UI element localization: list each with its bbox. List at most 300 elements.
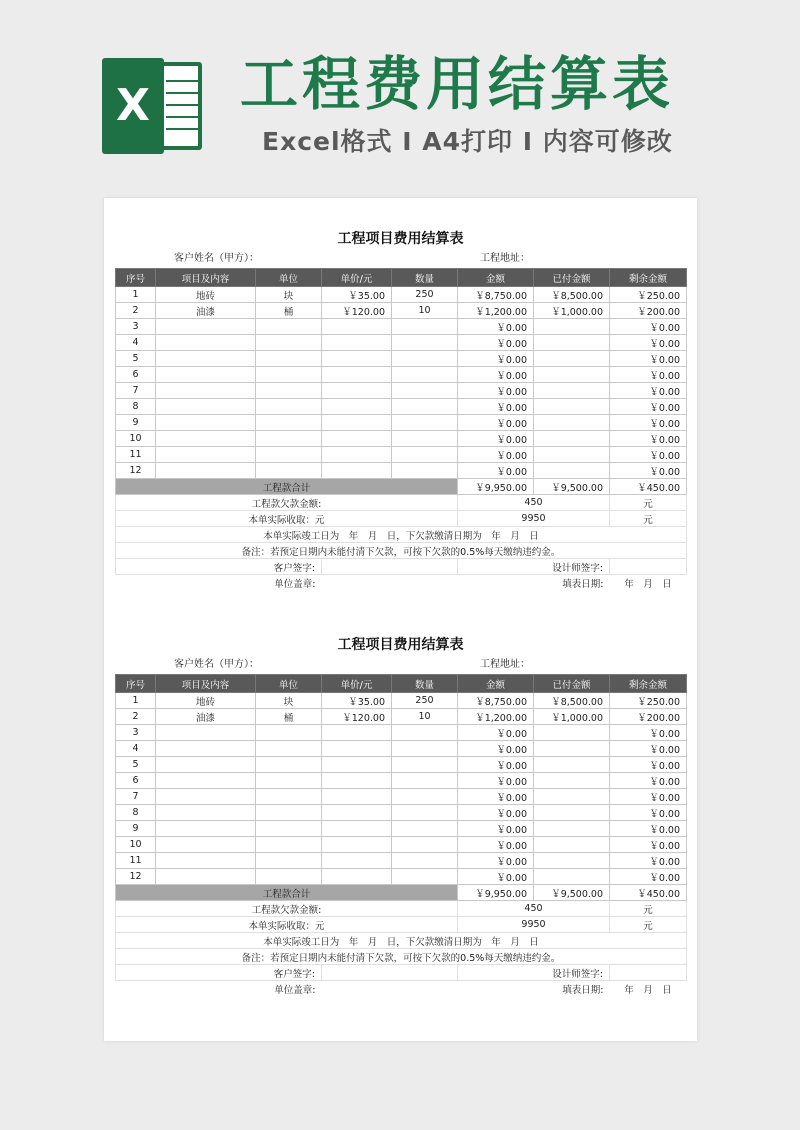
received-unit: 元 [610, 917, 687, 933]
received-row [116, 511, 687, 527]
fill-date-label: 填表日期: [562, 578, 604, 590]
table-row [116, 805, 687, 821]
cell-unit[interactable] [256, 351, 322, 367]
cell-price[interactable]: ￥120.00 [322, 303, 392, 319]
cell-qty[interactable] [392, 725, 458, 741]
cell-unit[interactable] [256, 335, 322, 351]
cell-qty[interactable] [392, 351, 458, 367]
received-value[interactable]: 9950 [458, 511, 610, 527]
cell-remain[interactable]: ￥0.00 [610, 415, 687, 431]
total-row [116, 479, 687, 495]
column-header: 单价/元 [322, 675, 392, 693]
cell-item[interactable] [156, 741, 256, 757]
cell-item[interactable]: 地砖 [156, 287, 256, 303]
cell-qty[interactable] [392, 383, 458, 399]
table-row [116, 351, 687, 367]
cell-no[interactable]: 11 [116, 853, 156, 869]
cell-paid[interactable] [534, 383, 610, 399]
completion-row [116, 933, 687, 949]
completion-text[interactable]: 本单实际竣工日为 年 月 日，下欠款缴清日期为 年 月 日 [116, 527, 687, 543]
cell-item[interactable] [156, 463, 256, 479]
cell-paid[interactable] [534, 837, 610, 853]
cell-remain[interactable]: ￥0.00 [610, 853, 687, 869]
cell-remain[interactable]: ￥250.00 [610, 693, 687, 709]
cell-price[interactable] [322, 805, 392, 821]
cell-no[interactable]: 4 [116, 335, 156, 351]
cell-amount[interactable]: ￥0.00 [458, 869, 534, 885]
table-row [116, 319, 687, 335]
table-row [116, 447, 687, 463]
table-row [116, 773, 687, 789]
cell-amount[interactable]: ￥0.00 [458, 319, 534, 335]
cell-amount[interactable]: ￥0.00 [458, 773, 534, 789]
cell-qty[interactable]: 250 [392, 693, 458, 709]
column-header: 剩余金额 [610, 675, 687, 693]
table-row [116, 415, 687, 431]
cell-paid[interactable] [534, 319, 610, 335]
cell-no[interactable]: 10 [116, 837, 156, 853]
cell-paid[interactable] [534, 821, 610, 837]
signature-row [116, 965, 687, 981]
cell-price[interactable] [322, 383, 392, 399]
cell-price[interactable] [322, 853, 392, 869]
cell-no[interactable]: 6 [116, 773, 156, 789]
received-unit: 元 [610, 511, 687, 527]
cell-unit[interactable] [256, 319, 322, 335]
total-paid[interactable]: ￥9,500.00 [534, 479, 610, 495]
cell-item[interactable] [156, 853, 256, 869]
cell-item[interactable]: 油漆 [156, 303, 256, 319]
cell-unit[interactable] [256, 805, 322, 821]
cell-unit[interactable] [256, 837, 322, 853]
cell-amount[interactable]: ￥0.00 [458, 383, 534, 399]
cell-unit[interactable]: 桶 [256, 709, 322, 725]
column-header: 序号 [116, 675, 156, 693]
cell-unit[interactable] [256, 757, 322, 773]
column-header: 单价/元 [322, 269, 392, 287]
cell-price[interactable]: ￥35.00 [322, 693, 392, 709]
cell-amount[interactable]: ￥0.00 [458, 415, 534, 431]
cell-no[interactable]: 3 [116, 725, 156, 741]
arrears-label: 工程款欠款金额: [116, 495, 458, 511]
cell-price[interactable] [322, 821, 392, 837]
cell-no[interactable]: 2 [116, 709, 156, 725]
cell-item[interactable]: 油漆 [156, 709, 256, 725]
cell-amount[interactable]: ￥1,200.00 [458, 303, 534, 319]
cell-no[interactable]: 5 [116, 351, 156, 367]
cell-item[interactable] [156, 415, 256, 431]
cell-qty[interactable]: 10 [392, 303, 458, 319]
received-value[interactable]: 9950 [458, 917, 610, 933]
cell-unit[interactable] [256, 399, 322, 415]
cell-qty[interactable] [392, 447, 458, 463]
cell-qty[interactable] [392, 319, 458, 335]
received-label: 本单实际收取：元 [116, 511, 458, 527]
column-header: 金额 [458, 675, 534, 693]
cell-price[interactable]: ￥120.00 [322, 709, 392, 725]
cell-remain[interactable]: ￥0.00 [610, 383, 687, 399]
cell-paid[interactable] [534, 367, 610, 383]
cell-item[interactable] [156, 367, 256, 383]
cell-amount[interactable]: ￥0.00 [458, 853, 534, 869]
unit-seal-label: 单位盖章: [274, 984, 316, 996]
cell-item[interactable] [156, 773, 256, 789]
cell-remain[interactable]: ￥0.00 [610, 837, 687, 853]
cell-unit[interactable] [256, 367, 322, 383]
cell-price[interactable] [322, 725, 392, 741]
cell-remain[interactable]: ￥0.00 [610, 463, 687, 479]
cell-price[interactable] [322, 463, 392, 479]
total-paid[interactable]: ￥9,500.00 [534, 885, 610, 901]
cell-item[interactable] [156, 319, 256, 335]
cell-item[interactable] [156, 757, 256, 773]
cell-price[interactable] [322, 789, 392, 805]
cell-paid[interactable]: ￥1,000.00 [534, 303, 610, 319]
cell-amount[interactable]: ￥0.00 [458, 757, 534, 773]
designer-sign-field[interactable] [610, 559, 687, 575]
client-sign-label: 客户签字: [116, 965, 322, 981]
cell-no[interactable]: 9 [116, 415, 156, 431]
cell-paid[interactable]: ￥8,500.00 [534, 287, 610, 303]
cell-remain[interactable]: ￥0.00 [610, 351, 687, 367]
cell-unit[interactable] [256, 415, 322, 431]
table-row [116, 789, 687, 805]
cell-amount[interactable]: ￥0.00 [458, 789, 534, 805]
cell-unit[interactable] [256, 853, 322, 869]
designer-sign-label: 设计师签字: [458, 559, 610, 575]
cell-remain[interactable]: ￥0.00 [610, 431, 687, 447]
cell-item[interactable] [156, 789, 256, 805]
cell-paid[interactable] [534, 463, 610, 479]
cell-qty[interactable]: 250 [392, 287, 458, 303]
cell-amount[interactable]: ￥8,750.00 [458, 287, 534, 303]
cell-qty[interactable] [392, 805, 458, 821]
cell-remain[interactable]: ￥0.00 [610, 789, 687, 805]
cell-no[interactable]: 2 [116, 303, 156, 319]
cell-amount[interactable]: ￥0.00 [458, 741, 534, 757]
cell-remain[interactable]: ￥0.00 [610, 757, 687, 773]
cell-qty[interactable] [392, 789, 458, 805]
cell-remain[interactable]: ￥250.00 [610, 287, 687, 303]
client-sign-label: 客户签字: [116, 559, 322, 575]
cell-qty[interactable] [392, 399, 458, 415]
client-info-row [104, 656, 697, 674]
cell-no[interactable]: 11 [116, 447, 156, 463]
cell-price[interactable] [322, 351, 392, 367]
cell-amount[interactable]: ￥0.00 [458, 351, 534, 367]
cell-price[interactable] [322, 741, 392, 757]
cell-qty[interactable] [392, 741, 458, 757]
column-header: 序号 [116, 269, 156, 287]
total-label: 工程款合计 [116, 479, 458, 495]
cell-price[interactable] [322, 447, 392, 463]
column-header: 单位 [256, 269, 322, 287]
total-amount[interactable]: ￥9,950.00 [458, 479, 534, 495]
cell-amount[interactable]: ￥0.00 [458, 463, 534, 479]
cell-item[interactable] [156, 725, 256, 741]
cell-no[interactable]: 8 [116, 805, 156, 821]
fill-date-label: 填表日期: [562, 984, 604, 996]
project-address-label: 工程地址： [480, 253, 530, 264]
cell-paid[interactable] [534, 789, 610, 805]
cell-no[interactable]: 1 [116, 287, 156, 303]
cell-qty[interactable] [392, 367, 458, 383]
total-amount[interactable]: ￥9,950.00 [458, 885, 534, 901]
banner-title: 工程费用结算表 [240, 50, 675, 118]
cell-unit[interactable] [256, 773, 322, 789]
cell-paid[interactable] [534, 431, 610, 447]
table-row [116, 367, 687, 383]
cell-unit[interactable]: 块 [256, 693, 322, 709]
column-header: 项目及内容 [156, 675, 256, 693]
table-row [116, 383, 687, 399]
banner-subtitle: Excel格式 Ⅰ A4打印 Ⅰ 内容可修改 [262, 127, 673, 156]
cell-remain[interactable]: ￥0.00 [610, 367, 687, 383]
received-label: 本单实际收取：元 [116, 917, 458, 933]
table-row [116, 725, 687, 741]
cell-qty[interactable] [392, 837, 458, 853]
fill-date-value[interactable]: 年 月 日 [624, 578, 672, 590]
cell-price[interactable] [322, 837, 392, 853]
table-row [116, 287, 687, 303]
table-header-row [116, 269, 687, 287]
cell-paid[interactable] [534, 773, 610, 789]
cell-no[interactable]: 7 [116, 383, 156, 399]
cell-item[interactable] [156, 431, 256, 447]
table-row [116, 693, 687, 709]
cell-unit[interactable]: 桶 [256, 303, 322, 319]
cell-item[interactable]: 地砖 [156, 693, 256, 709]
cell-item[interactable] [156, 447, 256, 463]
cell-remain[interactable]: ￥0.00 [610, 869, 687, 885]
cell-no[interactable]: 5 [116, 757, 156, 773]
settlement-table [115, 674, 687, 997]
cell-price[interactable] [322, 367, 392, 383]
cell-amount[interactable]: ￥0.00 [458, 431, 534, 447]
cell-remain[interactable]: ￥0.00 [610, 805, 687, 821]
table-row [116, 741, 687, 757]
column-header: 单位 [256, 675, 322, 693]
cell-unit[interactable] [256, 821, 322, 837]
unit-seal-field[interactable] [322, 981, 458, 997]
cell-unit[interactable]: 块 [256, 287, 322, 303]
cell-remain[interactable]: ￥0.00 [610, 821, 687, 837]
cell-no[interactable]: 7 [116, 789, 156, 805]
cell-no[interactable]: 12 [116, 463, 156, 479]
table-row [116, 463, 687, 479]
table-row [116, 821, 687, 837]
cell-paid[interactable] [534, 415, 610, 431]
cell-qty[interactable] [392, 773, 458, 789]
received-row [116, 917, 687, 933]
seal-row [116, 575, 687, 591]
cell-paid[interactable] [534, 351, 610, 367]
cell-item[interactable] [156, 383, 256, 399]
cell-amount[interactable]: ￥8,750.00 [458, 693, 534, 709]
cell-paid[interactable] [534, 805, 610, 821]
column-header: 项目及内容 [156, 269, 256, 287]
arrears-row [116, 495, 687, 511]
cell-no[interactable]: 9 [116, 821, 156, 837]
table-row [116, 837, 687, 853]
cell-amount[interactable]: ￥0.00 [458, 399, 534, 415]
table-row [116, 757, 687, 773]
column-header: 已付金额 [534, 675, 610, 693]
remark-text: 备注：若预定日期内未能付清下欠款，可按下欠款的0.5%每天缴纳违约金。 [116, 949, 687, 965]
cell-item[interactable] [156, 805, 256, 821]
cell-unit[interactable] [256, 789, 322, 805]
client-sign-field[interactable] [322, 559, 458, 575]
unit-seal-field[interactable] [322, 575, 458, 591]
cell-unit[interactable] [256, 869, 322, 885]
completion-row [116, 527, 687, 543]
table-row [116, 303, 687, 319]
table-row [116, 399, 687, 415]
cell-remain[interactable]: ￥0.00 [610, 399, 687, 415]
client-sign-field[interactable] [322, 965, 458, 981]
cell-no[interactable]: 3 [116, 319, 156, 335]
cell-unit[interactable] [256, 431, 322, 447]
cell-unit[interactable] [256, 741, 322, 757]
cell-paid[interactable] [534, 335, 610, 351]
cell-paid[interactable] [534, 757, 610, 773]
cell-no[interactable]: 6 [116, 367, 156, 383]
sheet-title: 工程项目费用结算表 [337, 637, 464, 653]
cell-no[interactable]: 4 [116, 741, 156, 757]
arrears-unit: 元 [610, 901, 687, 917]
table-row [116, 431, 687, 447]
cell-paid[interactable] [534, 725, 610, 741]
arrears-label: 工程款欠款金额: [116, 901, 458, 917]
table-row [116, 709, 687, 725]
cell-qty[interactable]: 10 [392, 709, 458, 725]
client-name-label: 客户姓名（甲方）： [174, 253, 259, 264]
cell-unit[interactable] [256, 725, 322, 741]
cell-remain[interactable]: ￥0.00 [610, 725, 687, 741]
table-row [116, 335, 687, 351]
cell-amount[interactable]: ￥0.00 [458, 335, 534, 351]
arrears-value[interactable]: 450 [458, 495, 610, 511]
cell-price[interactable]: ￥35.00 [322, 287, 392, 303]
cell-remain[interactable]: ￥200.00 [610, 709, 687, 725]
designer-sign-label: 设计师签字: [458, 965, 610, 981]
table-row [116, 853, 687, 869]
cell-unit[interactable] [256, 447, 322, 463]
completion-text[interactable]: 本单实际竣工日为 年 月 日，下欠款缴清日期为 年 月 日 [116, 933, 687, 949]
cell-item[interactable] [156, 335, 256, 351]
column-header: 金额 [458, 269, 534, 287]
cell-remain[interactable]: ￥0.00 [610, 773, 687, 789]
settlement-sheet [104, 228, 697, 591]
cell-paid[interactable]: ￥1,000.00 [534, 709, 610, 725]
cell-qty[interactable] [392, 463, 458, 479]
cell-price[interactable] [322, 869, 392, 885]
column-header: 数量 [392, 675, 458, 693]
cell-price[interactable] [322, 757, 392, 773]
cell-amount[interactable]: ￥0.00 [458, 725, 534, 741]
settlement-sheet [104, 634, 697, 997]
document-page [104, 198, 697, 1041]
seal-row [116, 981, 687, 997]
cell-price[interactable] [322, 399, 392, 415]
cell-amount[interactable]: ￥0.00 [458, 821, 534, 837]
cell-remain[interactable]: ￥200.00 [610, 303, 687, 319]
cell-remain[interactable]: ￥0.00 [610, 447, 687, 463]
cell-qty[interactable] [392, 335, 458, 351]
cell-paid[interactable] [534, 853, 610, 869]
cell-item[interactable] [156, 351, 256, 367]
cell-amount[interactable]: ￥1,200.00 [458, 709, 534, 725]
cell-amount[interactable]: ￥0.00 [458, 805, 534, 821]
remark-row [116, 949, 687, 965]
cell-no[interactable]: 10 [116, 431, 156, 447]
cell-price[interactable] [322, 773, 392, 789]
column-header: 已付金额 [534, 269, 610, 287]
cell-qty[interactable] [392, 415, 458, 431]
cell-no[interactable]: 8 [116, 399, 156, 415]
cell-amount[interactable]: ￥0.00 [458, 367, 534, 383]
sheet-title: 工程项目费用结算表 [337, 231, 464, 247]
cell-qty[interactable] [392, 853, 458, 869]
total-remain[interactable]: ￥450.00 [610, 479, 687, 495]
table-row [116, 869, 687, 885]
cell-no[interactable]: 12 [116, 869, 156, 885]
settlement-table [115, 268, 687, 591]
cell-price[interactable] [322, 415, 392, 431]
table-header-row [116, 675, 687, 693]
excel-logo-icon [102, 58, 204, 154]
cell-paid[interactable] [534, 399, 610, 415]
cell-paid[interactable] [534, 869, 610, 885]
cell-unit[interactable] [256, 383, 322, 399]
total-row [116, 885, 687, 901]
cell-price[interactable] [322, 335, 392, 351]
cell-qty[interactable] [392, 431, 458, 447]
cell-item[interactable] [156, 399, 256, 415]
fill-date-value[interactable]: 年 月 日 [624, 984, 672, 996]
cell-no[interactable]: 1 [116, 693, 156, 709]
arrears-unit: 元 [610, 495, 687, 511]
remark-row [116, 543, 687, 559]
total-remain[interactable]: ￥450.00 [610, 885, 687, 901]
cell-remain[interactable]: ￥0.00 [610, 335, 687, 351]
cell-paid[interactable]: ￥8,500.00 [534, 693, 610, 709]
remark-text: 备注：若预定日期内未能付清下欠款，可按下欠款的0.5%每天缴纳违约金。 [116, 543, 687, 559]
excel-badge: X [102, 58, 164, 154]
cell-qty[interactable] [392, 821, 458, 837]
arrears-row [116, 901, 687, 917]
cell-item[interactable] [156, 821, 256, 837]
cell-qty[interactable] [392, 757, 458, 773]
cell-amount[interactable]: ￥0.00 [458, 837, 534, 853]
cell-remain[interactable]: ￥0.00 [610, 741, 687, 757]
cell-paid[interactable] [534, 447, 610, 463]
unit-seal-label: 单位盖章: [274, 578, 316, 590]
cell-price[interactable] [322, 431, 392, 447]
cell-paid[interactable] [534, 741, 610, 757]
cell-price[interactable] [322, 319, 392, 335]
cell-amount[interactable]: ￥0.00 [458, 447, 534, 463]
cell-item[interactable] [156, 837, 256, 853]
template-banner [0, 0, 800, 190]
cell-remain[interactable]: ￥0.00 [610, 319, 687, 335]
cell-item[interactable] [156, 869, 256, 885]
project-address-label: 工程地址： [480, 659, 530, 670]
arrears-value[interactable]: 450 [458, 901, 610, 917]
designer-sign-field[interactable] [610, 965, 687, 981]
cell-qty[interactable] [392, 869, 458, 885]
cell-unit[interactable] [256, 463, 322, 479]
